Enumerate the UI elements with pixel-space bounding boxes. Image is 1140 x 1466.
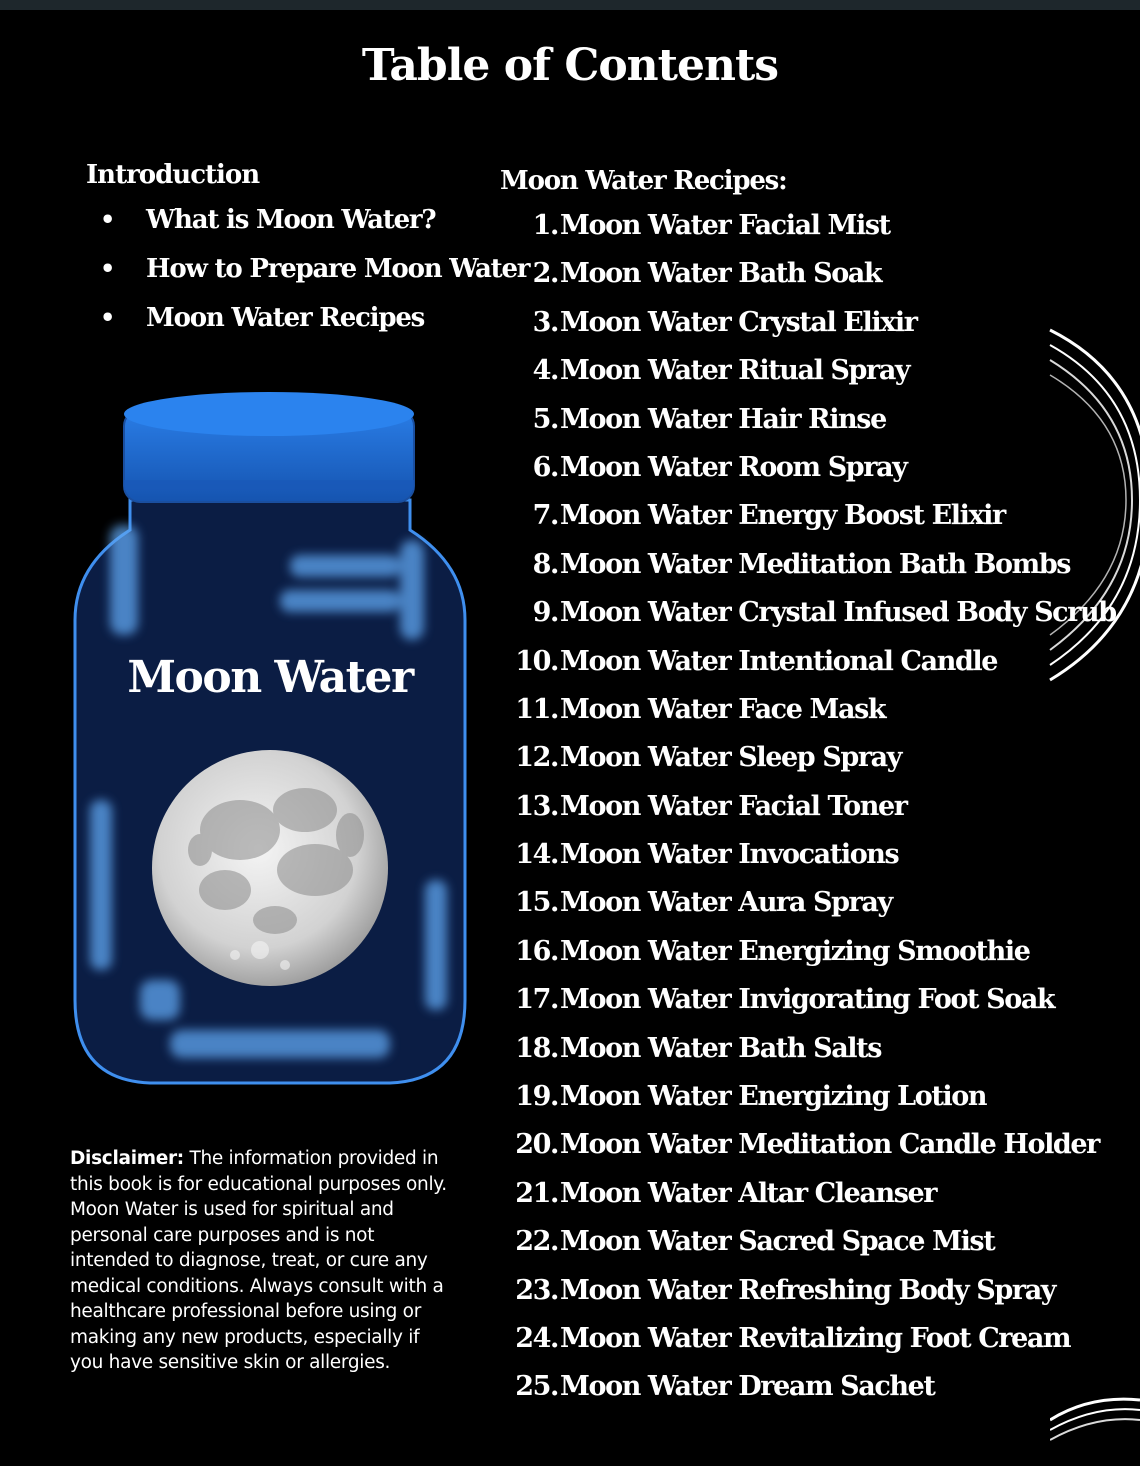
recipe-name: Moon Water Ritual Spray xyxy=(560,355,910,387)
recipe-item[interactable] xyxy=(500,1081,1116,1129)
recipe-name: Moon Water Facial Toner xyxy=(560,790,907,822)
recipe-number: 18. xyxy=(515,1032,558,1064)
recipe-number: 12. xyxy=(515,742,558,774)
intro-item-how-to-prepare[interactable]: • How to Prepare Moon Water xyxy=(100,254,529,303)
recipe-name: Moon Water Room Spray xyxy=(560,451,907,483)
recipe-item[interactable] xyxy=(500,791,1116,839)
recipe-number: 19. xyxy=(515,1081,558,1113)
recipe-item[interactable] xyxy=(500,452,1116,500)
recipe-item[interactable] xyxy=(500,839,1116,887)
recipe-number: 11. xyxy=(515,693,558,725)
recipe-name: Moon Water Meditation Bath Bombs xyxy=(560,548,1071,580)
recipe-number: 3. xyxy=(532,306,558,338)
recipe-name: Moon Water Sleep Spray xyxy=(560,742,902,774)
recipe-name: Moon Water Hair Rinse xyxy=(560,403,886,435)
recipe-number: 6. xyxy=(532,451,558,483)
recipe-item[interactable] xyxy=(500,500,1116,548)
recipe-name: Moon Water Meditation Candle Holder xyxy=(560,1129,1100,1161)
recipe-item[interactable] xyxy=(500,984,1116,1032)
recipe-item[interactable] xyxy=(500,258,1116,306)
recipe-number: 24. xyxy=(515,1322,558,1354)
recipe-item[interactable] xyxy=(500,210,1116,258)
recipe-name: Moon Water Invocations xyxy=(560,839,899,871)
recipe-item[interactable] xyxy=(500,355,1116,403)
recipe-number: 9. xyxy=(532,597,558,629)
recipe-number: 14. xyxy=(515,839,558,871)
intro-item-what-is-moon-water[interactable]: • What is Moon Water? xyxy=(100,205,529,254)
recipe-name: Moon Water Altar Cleanser xyxy=(560,1177,937,1209)
recipe-item[interactable] xyxy=(500,597,1116,645)
recipe-name: Moon Water Sacred Space Mist xyxy=(560,1226,995,1258)
disclaimer-text: The information provided in this book is for educational purposes only. Moon Water is used for spiritual and personal care purposes and is not intended to diagnose, treat, or cure any medical conditions. Always consult with a healthcare professional before using or making any new products, especially if you have sensitive skin or allergies. xyxy=(70,1148,447,1373)
recipe-number: 16. xyxy=(515,935,558,967)
recipe-item[interactable] xyxy=(500,404,1116,452)
introduction-list xyxy=(100,205,529,352)
recipe-item[interactable] xyxy=(500,307,1116,355)
decorative-swirl-bottom xyxy=(1050,1390,1140,1450)
recipe-name: Moon Water Crystal Elixir xyxy=(560,306,917,338)
recipe-number: 13. xyxy=(515,790,558,822)
recipe-number: 20. xyxy=(515,1129,558,1161)
recipe-number: 10. xyxy=(515,645,558,677)
recipe-name: Moon Water Energy Boost Elixir xyxy=(560,500,1005,532)
recipe-number: 2. xyxy=(532,258,558,290)
recipe-name: Moon Water Aura Spray xyxy=(560,887,892,919)
recipe-item[interactable] xyxy=(500,887,1116,935)
recipe-name: Moon Water Energizing Smoothie xyxy=(560,935,1030,967)
recipe-item[interactable] xyxy=(500,549,1116,597)
recipe-item[interactable] xyxy=(500,1033,1116,1081)
moon-water-jar-illustration xyxy=(60,380,480,1100)
disclaimer-label: Disclaimer: xyxy=(70,1148,184,1169)
recipe-name: Moon Water Refreshing Body Spray xyxy=(560,1274,1056,1306)
recipe-name: Moon Water Energizing Lotion xyxy=(560,1081,987,1113)
recipe-number: 25. xyxy=(515,1371,558,1403)
recipe-item[interactable] xyxy=(500,1275,1116,1323)
recipe-number: 1. xyxy=(532,210,558,241)
recipe-name: Moon Water Intentional Candle xyxy=(560,645,998,677)
recipe-number: 15. xyxy=(515,887,558,919)
full-moon xyxy=(152,750,388,986)
recipe-number: 4. xyxy=(532,355,558,387)
recipe-name: Moon Water Invigorating Foot Soak xyxy=(560,984,1055,1016)
recipes-heading[interactable]: Moon Water Recipes: xyxy=(500,166,787,196)
recipe-item[interactable] xyxy=(500,742,1116,790)
recipe-item[interactable] xyxy=(500,936,1116,984)
recipe-item[interactable] xyxy=(500,1226,1116,1274)
recipe-number: 7. xyxy=(532,500,558,532)
jar-label: Moon Water xyxy=(127,652,413,703)
top-border xyxy=(0,0,1140,10)
introduction-heading[interactable]: Introduction xyxy=(86,160,260,190)
recipe-item[interactable] xyxy=(500,1129,1116,1177)
recipe-name: Moon Water Dream Sachet xyxy=(560,1371,935,1403)
recipe-item[interactable] xyxy=(500,1178,1116,1226)
recipe-name: Moon Water Bath Soak xyxy=(560,258,882,290)
recipe-list xyxy=(500,210,1116,1420)
recipe-item[interactable] xyxy=(500,1323,1116,1371)
recipe-name: Moon Water Face Mask xyxy=(560,693,886,725)
recipe-item[interactable] xyxy=(500,1371,1116,1419)
recipe-name: Moon Water Bath Salts xyxy=(560,1032,882,1064)
decorative-swirl-top xyxy=(1040,300,1140,700)
recipe-number: 23. xyxy=(515,1274,558,1306)
recipe-name: Moon Water Facial Mist xyxy=(560,210,890,241)
disclaimer xyxy=(70,1146,450,1376)
recipe-name: Moon Water Revitalizing Foot Cream xyxy=(560,1322,1071,1354)
recipe-number: 22. xyxy=(515,1226,558,1258)
recipe-number: 21. xyxy=(515,1177,558,1209)
recipe-number: 5. xyxy=(532,403,558,435)
recipe-name: Moon Water Crystal Infused Body Scrub xyxy=(560,597,1116,629)
page-title: Table of Contents xyxy=(361,40,779,91)
recipe-number: 8. xyxy=(532,548,558,580)
recipe-item[interactable] xyxy=(500,646,1116,694)
recipe-number: 17. xyxy=(515,984,558,1016)
jar-lid-top xyxy=(124,392,414,436)
intro-item-recipes[interactable]: • Moon Water Recipes xyxy=(100,303,529,352)
recipe-item[interactable] xyxy=(500,694,1116,742)
